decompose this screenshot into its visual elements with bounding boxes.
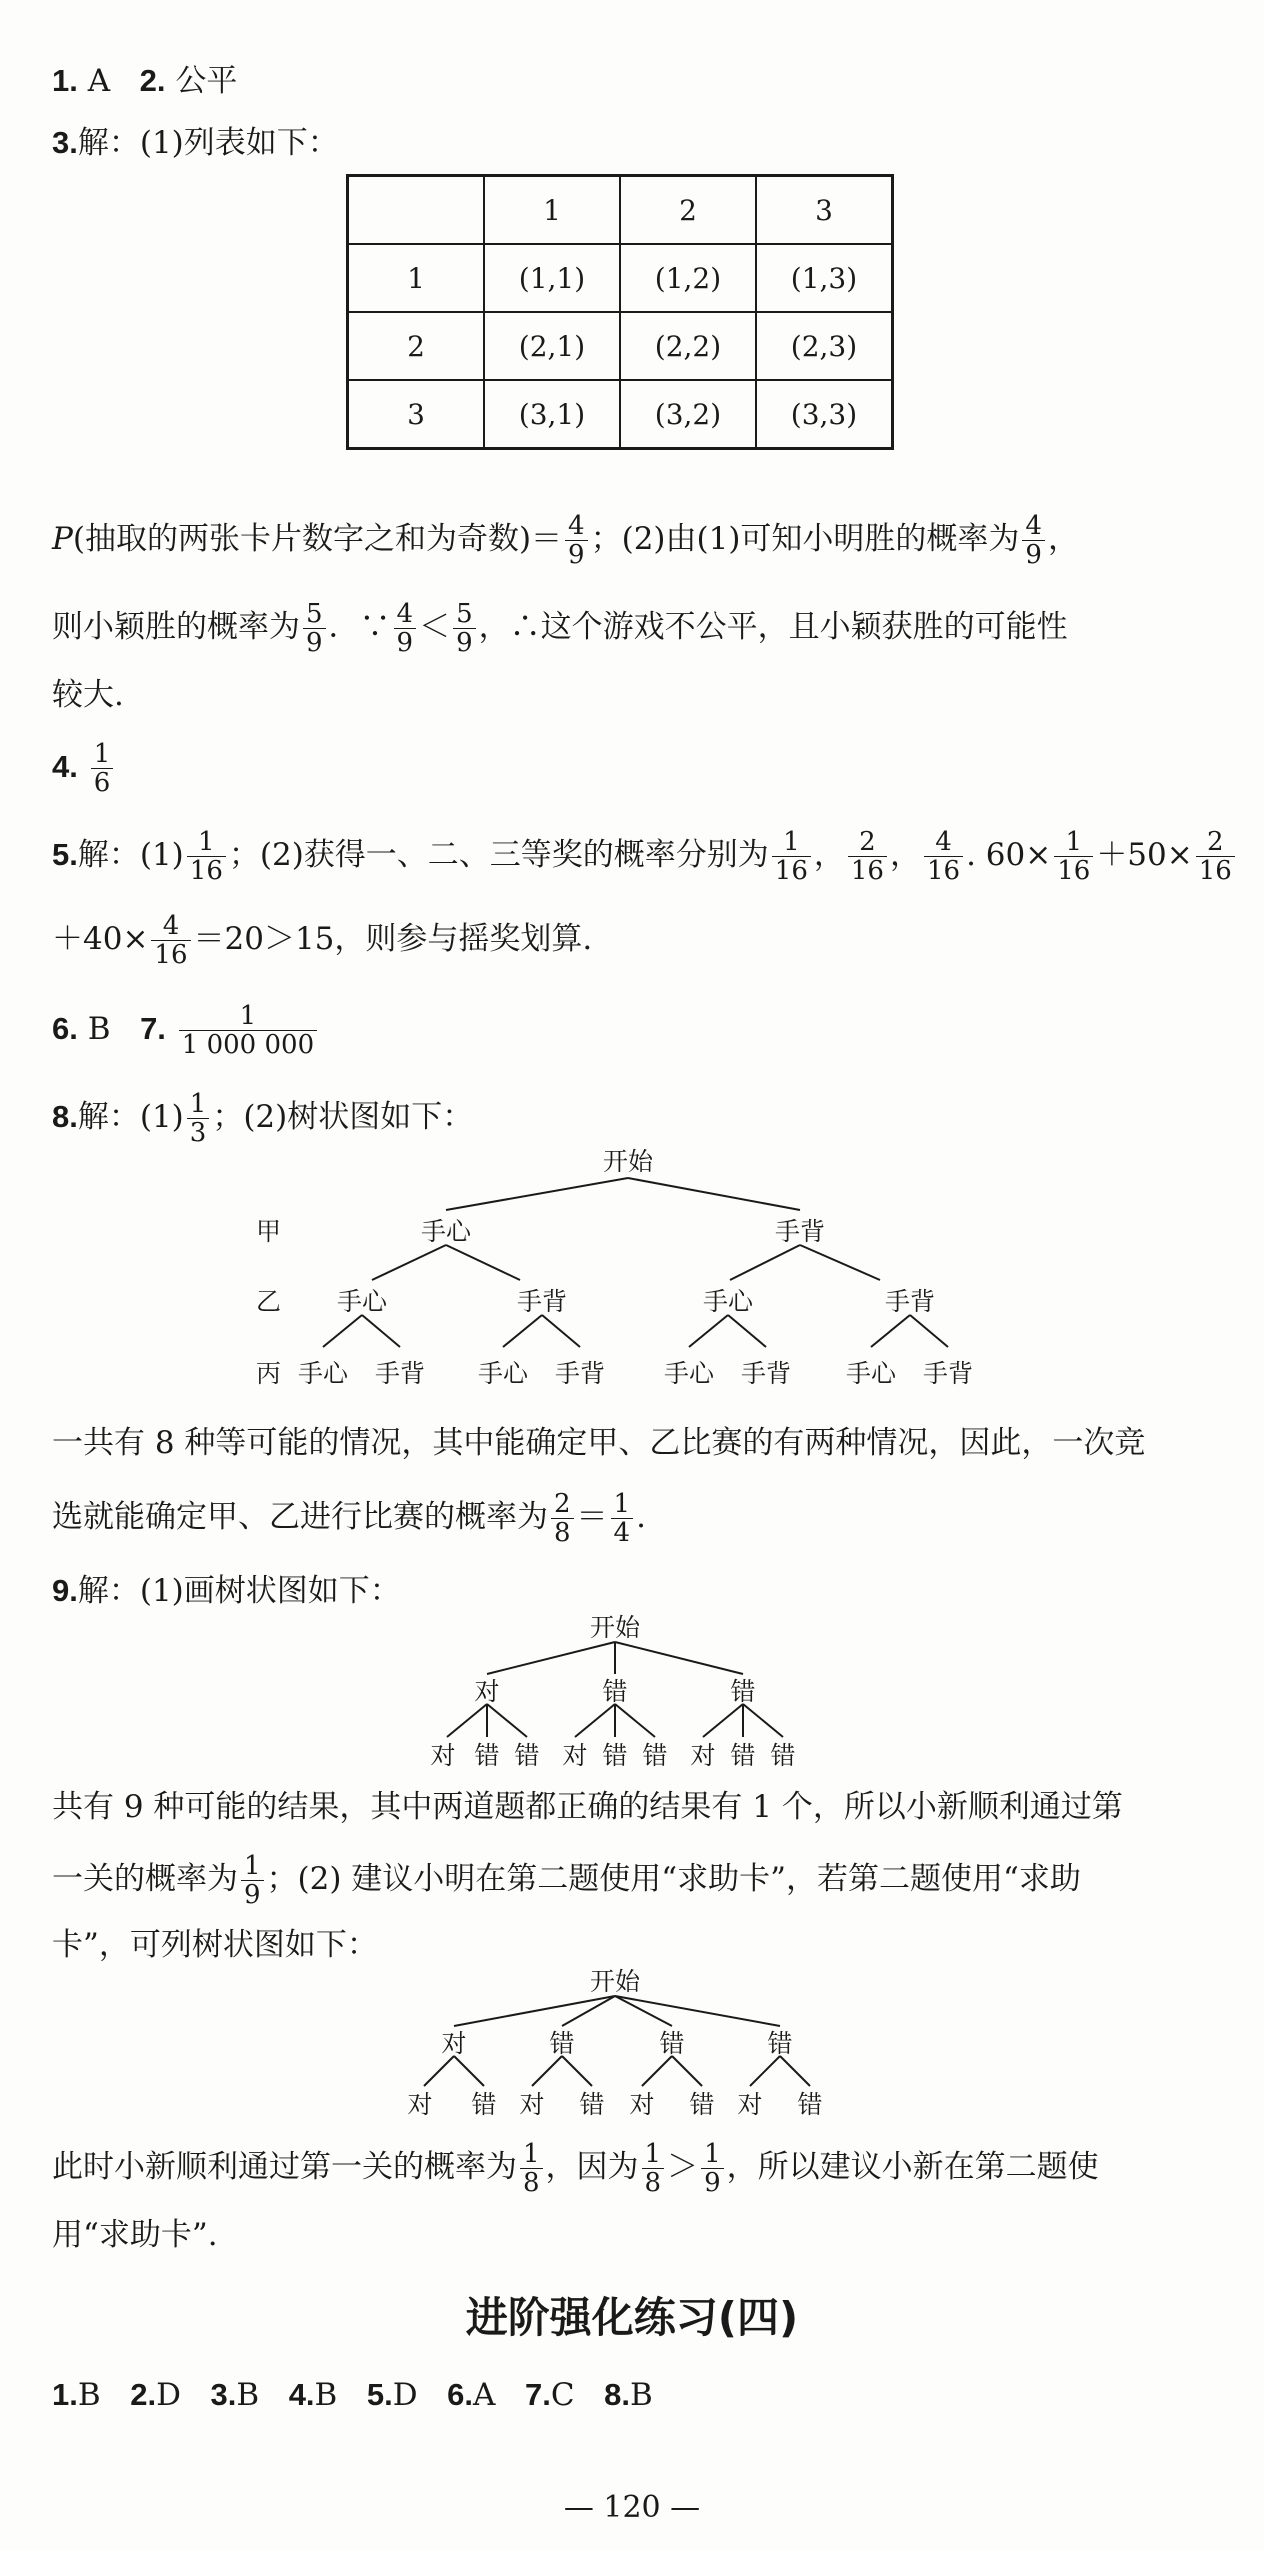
text-run: 则小颖胜的概率为 (52, 609, 300, 645)
denominator: 16 (1054, 856, 1093, 885)
q9-line-2 (52, 1852, 1081, 1909)
denominator: 8 (551, 1518, 574, 1547)
q3-line-1 (52, 512, 1079, 569)
tree-node: 手心 (702, 1287, 754, 1316)
q9-number: 9. (52, 1573, 78, 1608)
tree-diagram-q9-2 (0, 1966, 1264, 2119)
text-run: ；(2) 建议小明在第二题使用“求助卡”，若第二题使用“求助 (266, 1861, 1081, 1897)
denominator: 9 (453, 628, 476, 657)
row-label: 乙 (256, 1287, 282, 1316)
q8-number: 8. (52, 1099, 78, 1134)
tree-node: 对 (474, 1677, 500, 1706)
denominator: 9 (394, 628, 417, 657)
table-cell: 2 (348, 312, 485, 380)
denominator: 8 (520, 2168, 543, 2197)
text-run: ，所以建议小新在第二题使 (726, 2149, 1099, 2185)
table-cell: (2,2) (620, 312, 756, 380)
q2-answer: 公平 (175, 63, 238, 99)
table-cell: (3,1) (484, 380, 620, 449)
table-cell: (2,3) (756, 312, 893, 380)
text-run: ＝20＞15，则参与摇奖划算. (193, 921, 593, 957)
text-run: ；(2)树状图如下： (212, 1099, 474, 1135)
text-run: 此时小新顺利通过第一关的概率为 (52, 2149, 517, 2185)
q7-number: 7. (140, 1011, 166, 1046)
table-cell: 3 (756, 176, 893, 245)
table-cell: (1,1) (484, 244, 620, 312)
row-label: 丙 (256, 1359, 282, 1388)
table-cell: (3,3) (756, 380, 893, 449)
text-run: 解：(1)画树状图如下： (77, 1573, 401, 1609)
tree-leaf: 对 (519, 2090, 545, 2119)
table-header-row (348, 176, 893, 245)
denominator: 6 (91, 768, 114, 797)
fraction (151, 912, 190, 969)
q6-q7-line (52, 1002, 320, 1059)
tree-leaf: 手背 (922, 1359, 974, 1388)
tree-leaf: 手背 (740, 1359, 792, 1388)
tree-diagram-q8 (0, 1140, 1264, 1420)
answer-choice: A (473, 2377, 496, 2413)
numerator: 1 (613, 1489, 631, 1519)
q9-line-1: 共有 9 种可能的结果，其中两道题都正确的结果有 1 个，所以小新顺利通过第 (52, 1789, 1123, 1825)
fraction (611, 1490, 634, 1547)
q8-line-1: 一共有 8 种等可能的情况，其中能确定甲、乙比赛的有两种情况，因此，一次竞 (52, 1425, 1146, 1461)
tree-leaf: 对 (407, 2090, 433, 2119)
tree-leaf: 错 (797, 2090, 823, 2119)
q1-answer: A (87, 63, 111, 99)
fraction (187, 828, 226, 885)
denominator: 16 (848, 856, 887, 885)
answer-choice: B (236, 2377, 260, 2413)
tree-leaf: 手心 (477, 1359, 529, 1388)
tree-root: 开始 (602, 1147, 654, 1176)
tree-node: 手心 (420, 1217, 472, 1246)
answer-choice: B (630, 2377, 653, 2413)
text-run: ＋50× (1096, 837, 1193, 873)
tree-leaf: 对 (629, 2090, 655, 2119)
page-number: — 120 — (563, 2490, 701, 2525)
answer-number: 1. (52, 2377, 78, 2412)
numerator: 1 (239, 1001, 257, 1031)
tree-leaf: 错 (602, 1741, 628, 1770)
fraction (241, 1852, 264, 1909)
fraction (394, 600, 417, 657)
denominator: 16 (1196, 856, 1235, 885)
denominator: 3 (187, 1118, 210, 1147)
section-answers-line (52, 2372, 653, 2418)
text-run: . 60× (966, 837, 1052, 873)
text-run: 选就能确定甲、乙进行比赛的概率为 (52, 1499, 548, 1535)
numerator: 1 (523, 2139, 540, 2169)
answer-number: 7. (524, 2377, 551, 2412)
numerator: 4 (935, 827, 952, 857)
fraction (701, 2140, 724, 2197)
tree-leaf: 手背 (374, 1359, 426, 1388)
text-run: ，∴这个游戏不公平，且小颖获胜的可能性 (478, 609, 1068, 645)
answer-choice: C (550, 2377, 575, 2413)
denominator: 8 (642, 2168, 665, 2197)
fraction (565, 512, 588, 569)
q9-line-3: 卡”，可列树状图如下： (52, 1927, 378, 1963)
text-run: ＝ (576, 1499, 608, 1535)
fraction (179, 1002, 317, 1059)
numerator: 1 (644, 2139, 662, 2169)
answer-number: 4. (288, 2377, 315, 2412)
text-run: ；(2)获得一、二、三等奖的概率分别为 (228, 837, 769, 873)
numerator: 5 (306, 599, 323, 629)
text-run: ， (813, 837, 845, 873)
table-row (348, 244, 893, 312)
numerator: 2 (859, 827, 876, 857)
tree-leaf: 手背 (554, 1359, 606, 1388)
section-title: 进阶强化练习(四) (465, 2293, 799, 2342)
q4-number: 4. (52, 749, 78, 784)
tree-leaf: 对 (562, 1741, 588, 1770)
tree-leaf: 错 (770, 1741, 796, 1770)
text-run: 解：(1) (77, 1099, 184, 1135)
table-row (348, 312, 893, 380)
tree-leaf: 对 (737, 2090, 763, 2119)
answer-choice: B (314, 2377, 338, 2413)
answer-line-q1-q2 (52, 58, 237, 104)
denominator: 16 (924, 856, 963, 885)
q3-number: 3. (52, 125, 78, 160)
tree-leaf: 错 (730, 1741, 756, 1770)
q3-intro-line (52, 120, 339, 166)
fraction (453, 600, 476, 657)
fraction (520, 2140, 543, 2197)
numerator: 1 (1065, 827, 1083, 857)
answer-choice: B (77, 2377, 101, 2413)
table-cell (348, 176, 485, 245)
tree-leaf: 错 (514, 1741, 540, 1770)
tree-node: 对 (441, 2029, 467, 2058)
q5-number: 5. (52, 837, 78, 872)
fraction (303, 600, 326, 657)
numerator: 1 (783, 827, 800, 857)
q3-line-2 (52, 600, 1068, 657)
numerator: 1 (704, 2139, 721, 2169)
table-cell: (1,3) (756, 244, 893, 312)
numerator: 1 (244, 1851, 261, 1881)
tree-leaf: 错 (642, 1741, 668, 1770)
q9-line-5: 用“求助卡”. (52, 2217, 218, 2253)
q9-intro-line (52, 1568, 401, 1614)
text-run: ；(2)由(1)可知小明胜的概率为 (590, 521, 1020, 557)
tree-leaf: 错 (689, 2090, 715, 2119)
text-run: ，因为 (545, 2149, 639, 2185)
tree-leaf: 错 (474, 1741, 500, 1770)
tree-leaf: 错 (471, 2090, 497, 2119)
tree-node: 错 (602, 1677, 628, 1706)
table-cell: 1 (348, 244, 485, 312)
numerator: 4 (396, 599, 414, 629)
text-run: ， (889, 837, 921, 873)
answer-number: 3. (210, 2377, 237, 2412)
outcome-table (346, 174, 894, 450)
table-row (348, 380, 893, 449)
denominator: 9 (565, 540, 588, 569)
q5-line-2 (52, 912, 592, 969)
answer-number: 5. (366, 2377, 393, 2412)
denominator: 16 (772, 856, 811, 885)
q4-line (52, 740, 116, 797)
tree-leaf: 对 (690, 1741, 716, 1770)
fraction (1054, 828, 1093, 885)
table-cell: (3,2) (620, 380, 756, 449)
numerator: 1 (93, 739, 111, 769)
denominator: 1 000 000 (179, 1030, 317, 1059)
numerator: 4 (1025, 511, 1042, 541)
q6-answer: B (87, 1011, 111, 1047)
tree-leaf: 手心 (663, 1359, 715, 1388)
tree-node: 手背 (516, 1287, 568, 1316)
numerator: 4 (162, 911, 180, 941)
tree-root: 开始 (589, 1967, 641, 1996)
answer-number: 2. (130, 2377, 157, 2412)
text-run: ．∵ (328, 609, 391, 645)
fraction (551, 1490, 574, 1547)
denominator: 16 (151, 940, 190, 969)
numerator: 2 (1207, 827, 1224, 857)
numerator: 4 (568, 511, 585, 541)
denominator: 9 (303, 628, 326, 657)
tree-leaf: 对 (430, 1741, 456, 1770)
text-run: . (636, 1499, 646, 1535)
q8-intro-line (52, 1090, 473, 1147)
numerator: 5 (456, 599, 473, 629)
answer-choice: D (392, 2377, 418, 2413)
denominator: 4 (611, 1518, 634, 1547)
text-run: ＋40× (52, 921, 149, 957)
fraction (848, 828, 887, 885)
row-label: 甲 (256, 1217, 282, 1246)
numerator: 1 (198, 827, 215, 857)
text-run: ＞ (667, 2149, 699, 2185)
numerator: 1 (189, 1089, 207, 1119)
text-run: ， (1047, 521, 1079, 557)
text-run: (抽取的两张卡片数字之和为奇数)＝ (72, 521, 563, 557)
denominator: 9 (701, 2168, 724, 2197)
tree-leaf: 手心 (845, 1359, 897, 1388)
q8-line-2 (52, 1490, 646, 1547)
q3-line-3: 较大. (52, 677, 124, 713)
text-run: 一关的概率为 (52, 1861, 238, 1897)
table-cell: (2,1) (484, 312, 620, 380)
table-cell: 1 (484, 176, 620, 245)
q6-number: 6. (52, 1011, 78, 1046)
tree-node: 手背 (884, 1287, 936, 1316)
tree-node: 错 (767, 2029, 793, 2058)
tree-node: 手心 (336, 1287, 388, 1316)
tree-diagram-q9-1 (0, 1612, 1264, 1772)
fraction (642, 2140, 665, 2197)
denominator: 16 (187, 856, 226, 885)
denominator: 9 (241, 1880, 264, 1909)
tree-node: 错 (549, 2029, 575, 2058)
fraction (187, 1090, 210, 1147)
tree-leaf: 错 (579, 2090, 605, 2119)
table-cell: 3 (348, 380, 485, 449)
q1-number: 1. (52, 63, 78, 98)
prob-symbol: P (52, 521, 73, 557)
numerator: 2 (554, 1489, 571, 1519)
tree-node: 错 (659, 2029, 685, 2058)
denominator: 9 (1022, 540, 1045, 569)
fraction (91, 740, 114, 797)
text-run: 解：(1) (77, 837, 184, 873)
fraction (1022, 512, 1045, 569)
q9-line-4 (52, 2140, 1099, 2197)
fraction (772, 828, 811, 885)
table-cell: 2 (620, 176, 756, 245)
answer-number: 8. (604, 2377, 630, 2412)
tree-root: 开始 (589, 1613, 641, 1642)
text-run: ＜ (419, 609, 451, 645)
table-cell: (1,2) (620, 244, 756, 312)
q3-intro: 解：(1)列表如下： (77, 125, 339, 161)
q2-number: 2. (139, 63, 166, 98)
answer-choice: D (156, 2377, 181, 2413)
tree-leaf: 手心 (297, 1359, 349, 1388)
answer-number: 6. (447, 2377, 474, 2412)
tree-node: 手背 (774, 1217, 826, 1246)
q5-line-1 (52, 828, 1238, 885)
fraction (924, 828, 963, 885)
tree-node: 错 (730, 1677, 756, 1706)
fraction (1196, 828, 1235, 885)
